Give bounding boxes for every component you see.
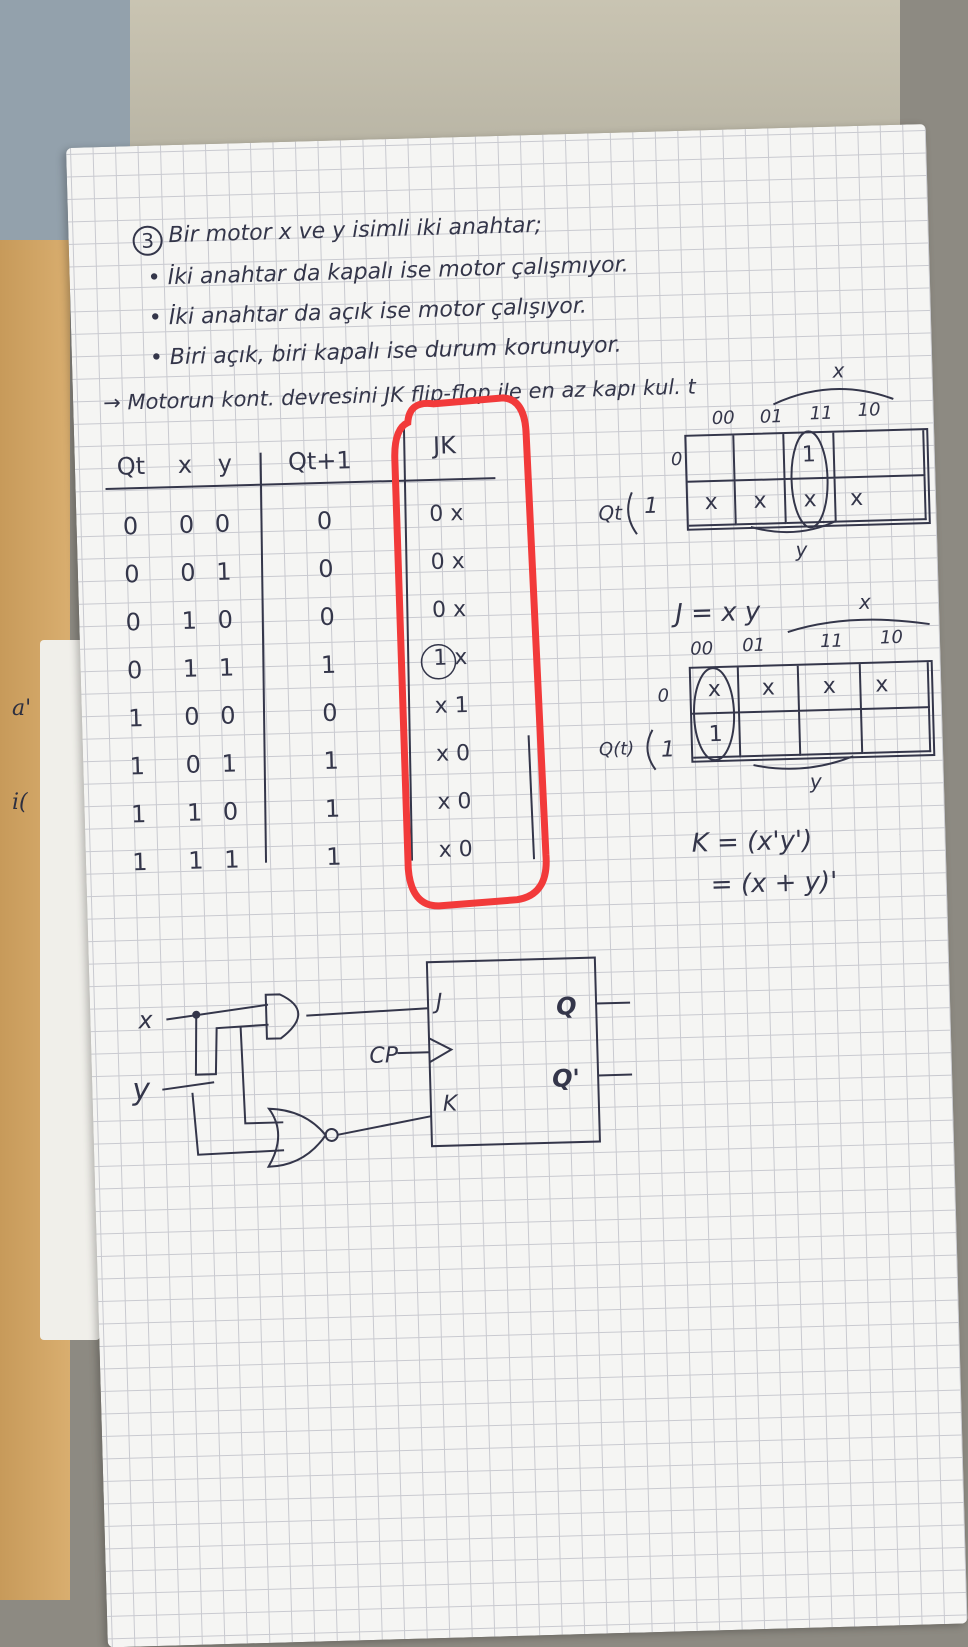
cell-jk: 0 x <box>431 597 467 623</box>
equation-k-simplified: = (x + y)' <box>710 866 838 901</box>
kmap-j-qt-brace <box>628 492 637 534</box>
bullet-item: • İki anahtar da açık ise motor çalışıyor. <box>148 293 588 331</box>
cell-x: 1 <box>187 846 204 875</box>
kmap-k-qt-brace <box>647 730 656 770</box>
cell-qt: 0 <box>125 608 142 637</box>
and-to-j-wire <box>306 1008 428 1015</box>
title-line: Bir motor x ve y isimli iki anahtar; <box>168 212 543 249</box>
nor-gate <box>267 1107 327 1167</box>
cell-x: 0 <box>185 750 202 779</box>
table-divider <box>255 453 272 863</box>
kmap-j-group <box>790 431 829 528</box>
kmap-k-group <box>693 668 736 761</box>
kmap-k-cell: x <box>861 662 930 710</box>
cell-qt1: 0 <box>317 554 334 584</box>
edge-letter: i( <box>12 790 28 815</box>
kmap-j-cell: x <box>836 476 927 522</box>
cell-qt1: 1 <box>324 794 341 824</box>
kmap-k-x-brace <box>788 618 930 632</box>
nor-bubble <box>325 1129 337 1141</box>
kmap-k-col-label: 01 <box>741 634 766 657</box>
cell-jk: x 0 <box>438 836 474 863</box>
jk-flip-flop-box <box>427 958 600 1147</box>
pin-cp: CP <box>369 1043 399 1069</box>
bullet-item: • İki anahtar da kapalı ise motor çalışmıyor. <box>147 252 629 291</box>
cell-y: 0 <box>219 701 236 730</box>
cell-qt: 0 <box>126 656 143 685</box>
kmap-j-cell: 1 <box>784 433 835 480</box>
cell-jk: 0 x <box>430 549 466 575</box>
kmap-j-row-label: 0 <box>670 448 683 471</box>
kmap-j-col-label: 01 <box>759 406 783 428</box>
cell-y: 0 <box>214 509 231 538</box>
clock-triangle <box>429 1038 452 1063</box>
kmap-j-col-label: 10 <box>857 399 881 421</box>
question-number: 3 <box>132 225 163 256</box>
kmap-k-col-label: 10 <box>879 626 904 649</box>
cell-y: 1 <box>215 557 232 586</box>
kmap-k-y-label: y <box>809 769 823 794</box>
nor-to-k-wire <box>337 1116 431 1135</box>
cell-x: 0 <box>183 702 200 731</box>
and-gate <box>266 994 299 1039</box>
y-wire <box>162 1082 214 1089</box>
notebook-page <box>66 124 968 1647</box>
bullet-item: • Biri açık, biri kapalı ise durum korunuyor. <box>149 332 622 371</box>
x-wire <box>166 1005 268 1020</box>
bullet-text: İki anahtar da açık ise motor çalışıyor. <box>168 293 588 331</box>
cell-qt: 1 <box>127 704 144 733</box>
cell-x: 1 <box>186 798 203 827</box>
kmap-j-cell: x <box>786 479 837 524</box>
kmap-j-x-brace <box>773 387 893 404</box>
x-branch-wire <box>194 1013 270 1075</box>
cell-qt1: 1 <box>325 842 342 872</box>
kmap-k-x-label: x <box>858 589 872 615</box>
edge-letter: a' <box>12 696 32 721</box>
cell-x: 1 <box>181 606 198 635</box>
kmap-j-col-label: 00 <box>711 407 735 430</box>
bullet-text: İki anahtar da kapalı ise motor çalışmıyor. <box>167 252 629 291</box>
cell-jk: x 0 <box>435 740 471 767</box>
bullet-text: Biri açık, biri kapalı ise durum korunuyor. <box>169 332 622 371</box>
cell-y: 0 <box>217 605 234 634</box>
out-qn: Q' <box>551 1064 581 1093</box>
kmap-k-cell: x <box>691 667 740 714</box>
header-qt1: Qt+1 <box>287 446 353 476</box>
cell-qt: 1 <box>129 752 146 781</box>
kmap-j-qt-label: Qt <box>598 500 623 526</box>
cell-y: 0 <box>222 797 239 826</box>
cell-qt1: 0 <box>319 602 336 632</box>
kmap-k-col-label: 11 <box>819 630 844 653</box>
equation-k: K = (x'y') <box>691 825 813 859</box>
cell-x: 0 <box>179 558 196 587</box>
cell-y: 1 <box>223 845 240 874</box>
cell-jk: 0 x <box>429 501 464 527</box>
cp-input-line <box>397 1052 429 1053</box>
pin-j: J <box>435 989 443 1015</box>
kmap-j-col-label: 11 <box>809 402 833 425</box>
header-y: y <box>217 449 233 478</box>
header-jk: JK <box>432 431 457 460</box>
out-q: Q <box>555 992 577 1021</box>
kmap-j-row-label: 1 <box>643 493 659 519</box>
equation-j: J = x y <box>674 596 761 630</box>
table-header-line <box>106 478 496 489</box>
kmap-k-cell: x <box>739 666 800 714</box>
kmap-k-col-label: 00 <box>689 638 714 660</box>
kmap-k-y-brace <box>753 756 853 770</box>
kmap-k-cell: 1 <box>692 713 741 758</box>
cell-x: 0 <box>178 510 195 539</box>
cell-qt1: 1 <box>320 650 337 680</box>
cell-y: 1 <box>218 653 235 682</box>
header-qt: Qt <box>116 451 146 481</box>
kmap-k-cell: x <box>799 664 862 712</box>
page-drawings <box>66 124 959 1348</box>
cell-qt: 0 <box>123 560 140 589</box>
cell-qt: 1 <box>131 848 148 877</box>
cell-jk: x 1 <box>434 692 470 719</box>
table-divider <box>529 735 534 859</box>
circuit-input-x: x <box>137 1005 153 1035</box>
circuit-input-y: y <box>131 1072 151 1108</box>
kmap-j-y-brace <box>751 521 837 534</box>
cell-qt1: 1 <box>323 746 340 776</box>
pin-k: K <box>442 1091 458 1117</box>
cell-qt1: 0 <box>316 506 333 536</box>
cell-y: 1 <box>221 749 238 778</box>
qn-output-line <box>598 1075 632 1076</box>
kmap-k-qt-label: Q(t) <box>598 738 635 761</box>
cell-x: 1 <box>182 654 199 683</box>
q-output-line <box>596 1003 630 1004</box>
kmap-j-cell: x <box>688 481 737 526</box>
cell-qt: 1 <box>130 800 147 829</box>
kmap-k-row-label: 1 <box>660 737 676 763</box>
red-highlight <box>393 397 547 907</box>
task-line: → Motorun kont. devresini JK flip-flop ile en az kapı kul. t <box>102 374 697 416</box>
jk-circle-mark <box>421 644 456 679</box>
cell-jk: 1 x <box>433 644 468 671</box>
cell-jk: x 0 <box>437 788 472 815</box>
kmap-k-row-label: 0 <box>657 685 670 707</box>
header-x: x <box>177 450 193 479</box>
cell-qt1: 0 <box>321 698 338 728</box>
kmap-j-cell: x <box>736 480 787 525</box>
cell-qt: 0 <box>122 512 139 541</box>
kmap-j-y-label: y <box>795 537 808 562</box>
kmap-j-x-label: x <box>832 358 845 383</box>
